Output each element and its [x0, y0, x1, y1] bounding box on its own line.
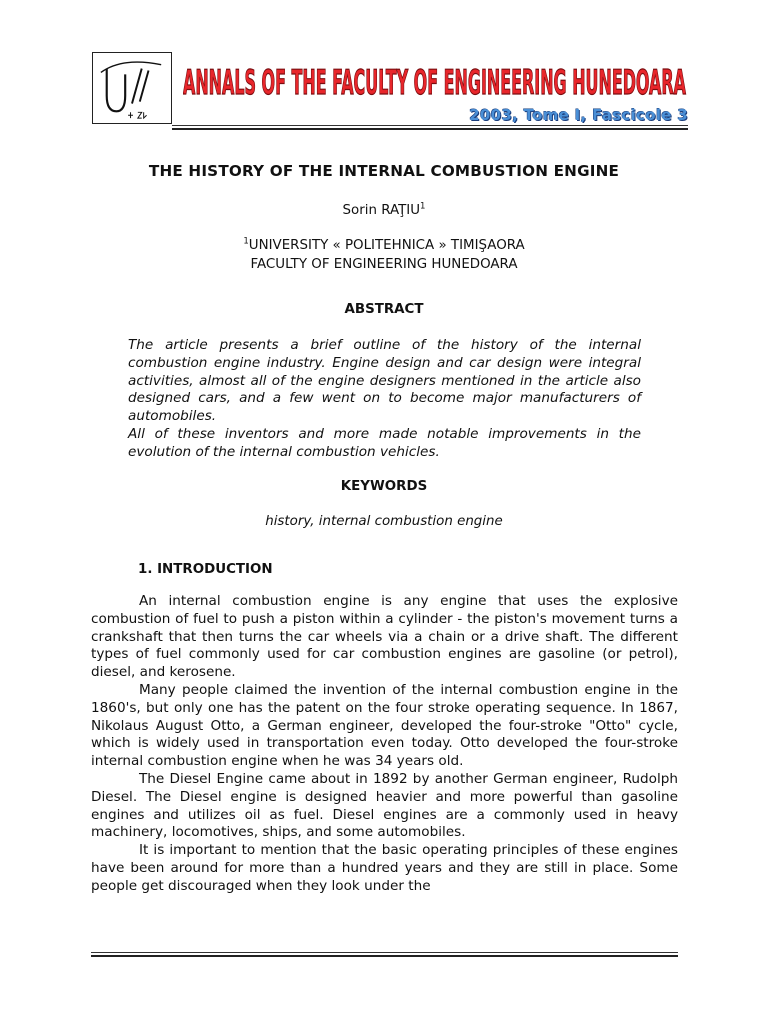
faculty-logo — [92, 52, 172, 124]
body-paragraph: It is important to mention that the basic operating principles of these engines have been around for more than a hundred years and they are still in place. Some people get discouraged when they look under the — [91, 842, 678, 894]
journal-name-text: ANNALS OF THE FACULTY OF ENGINEERING HUNEDOARA — [183, 63, 687, 102]
body-paragraph: An internal combustion engine is any engine that uses the explosive combustion of fuel to push a piston within a cylinder - the piston's movement turns a crankshaft that then turns the car wheels via a chain or a drive shaft. The different types of fuel commonly used for car combustion engines are gasoline (or petrol), diesel, and kerosene. — [91, 593, 678, 681]
abstract-heading: ABSTRACT — [344, 302, 424, 317]
author-line — [60, 203, 708, 218]
footer-rule-thick — [91, 955, 678, 957]
paper-title: THE HISTORY OF THE INTERNAL COMBUSTION ENGINE — [148, 162, 620, 180]
faculty-logo-icon — [93, 53, 171, 123]
tome-label: 2003, Tome I, Fascicole 3 — [469, 106, 688, 124]
affiliation-line-2: FACULTY OF ENGINEERING HUNEDOARA — [250, 257, 518, 272]
affiliation-sup: 1 — [243, 236, 249, 247]
keywords-text: history, internal combustion engine — [265, 514, 503, 529]
abstract-text — [128, 337, 641, 462]
author-sup: 1 — [420, 201, 426, 212]
journal-name — [183, 56, 688, 102]
header-rule-thick — [172, 128, 688, 130]
body-text — [91, 593, 678, 896]
keywords-heading: KEYWORDS — [340, 479, 428, 494]
footer-rule — [91, 952, 678, 953]
body-paragraph: Many people claimed the invention of the internal combustion engine in the 1860's, but only one has the patent on the four stroke operating sequence. In 1867, Nikolaus August Otto, a German engineer, developed the four-stroke "Otto" cycle, which is widely used in transportation even today. Otto developed the four-stroke internal combustion engine when he was 34 years old. — [91, 681, 678, 770]
abstract-paragraph: All of these inventors and more made notable improvements in the evolution of the internal combustion vehicles. — [128, 425, 641, 460]
body-paragraph: The Diesel Engine came about in 1892 by another German engineer, Rudolph Diesel. The Diesel engine is designed heavier and more powerful than gasoline engines and utilizes oil as fuel. Diesel engines are a commonly used in heavy machinery, locomotives, ships, and some automobiles. — [91, 770, 678, 841]
affiliation — [60, 236, 708, 274]
header-rule — [172, 125, 688, 126]
abstract-paragraph: The article presents a brief outline of the history of the internal combustion engine industry. Engine design and car design were integral activities, almost all of the engine designers mentioned in the article also designed cars, and a few went on to become major manufacturers of automobiles. — [128, 337, 641, 425]
author-name: Sorin RAŢIU — [342, 203, 421, 218]
section-heading-introduction: 1. INTRODUCTION — [138, 562, 273, 577]
affiliation-line-1: UNIVERSITY « POLITEHNICA » TIMIŞAORA — [248, 238, 525, 253]
